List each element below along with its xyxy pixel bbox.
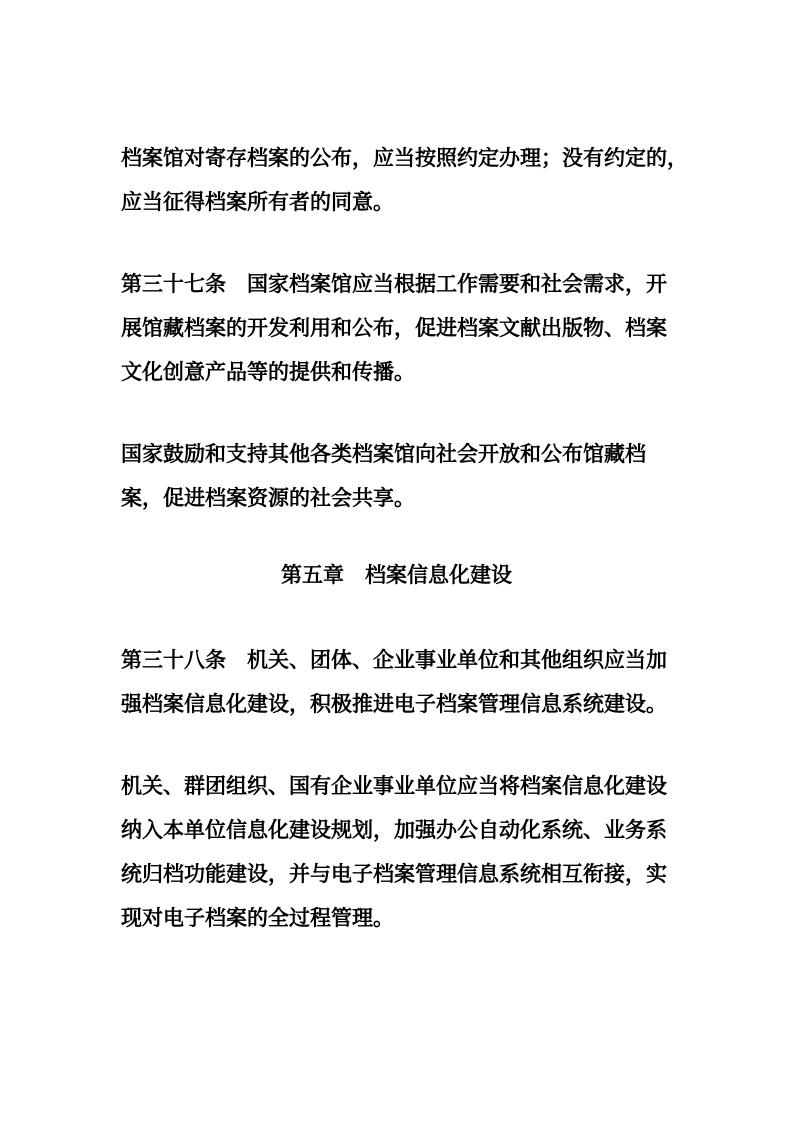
text-line: 第三十七条 国家档案馆应当根据工作需要和社会需求，开 — [121, 271, 667, 296]
text-line: 案，促进档案资源的社会共享。 — [121, 485, 415, 510]
paragraph-article-38 — [121, 638, 681, 726]
text-line: 应当征得档案所有者的同意。 — [121, 189, 394, 214]
chapter-heading: 第五章 档案信息化建设 — [281, 562, 512, 587]
text-line: 文化创意产品等的提供和传播。 — [121, 359, 415, 384]
text-line: 统归档功能建设，并与电子档案管理信息系统相互衔接，实 — [121, 861, 667, 886]
text-line: 展馆藏档案的开发利用和公布，促进档案文献出版物、档案 — [121, 315, 667, 340]
text-line: 现对电子档案的全过程管理。 — [121, 905, 394, 930]
text-line: 强档案信息化建设，积极推进电子档案管理信息系统建设。 — [121, 691, 667, 716]
text-line: 机关、群团组织、国有企业事业单位应当将档案信息化建设 — [121, 773, 667, 798]
text-line: 国家鼓励和支持其他各类档案馆向社会开放和公布馆藏档 — [121, 441, 646, 466]
paragraph-article-37 — [121, 262, 681, 394]
paragraph-deposited-archives — [121, 136, 688, 224]
text-line: 档案馆对寄存档案的公布，应当按照约定办理；没有约定的， — [121, 145, 688, 170]
text-line: 纳入本单位信息化建设规划，加强办公自动化系统、业务系 — [121, 817, 667, 842]
text-line: 第三十八条 机关、团体、企业事业单位和其他组织应当加 — [121, 647, 667, 672]
paragraph-informatization-plan — [121, 764, 681, 940]
paragraph-encourage-sharing — [121, 432, 681, 520]
